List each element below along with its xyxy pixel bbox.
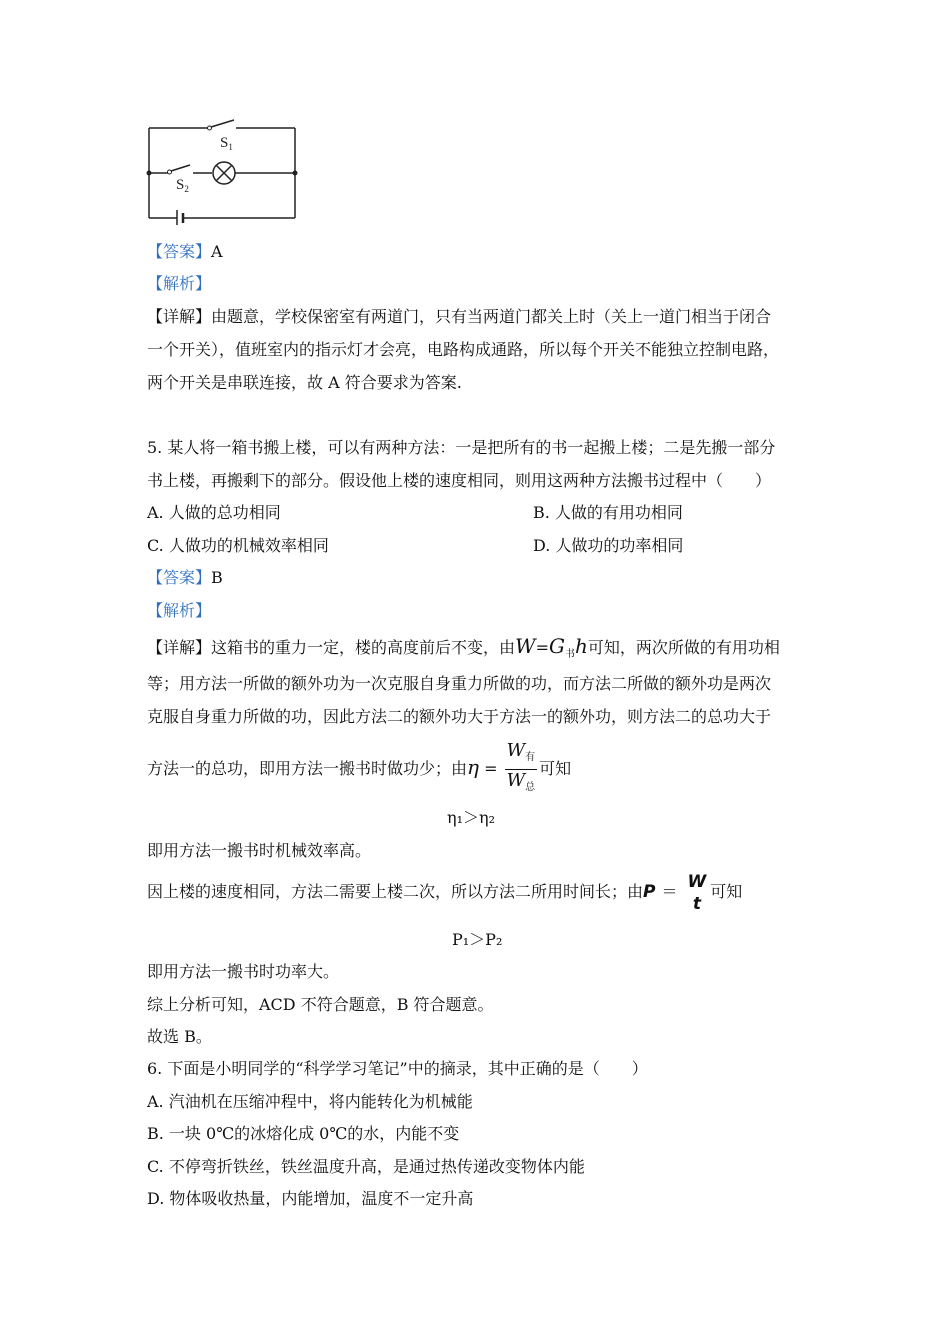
q6-option-a: A. 汽油机在压缩冲程中，将内能转化为机械能	[147, 1092, 473, 1111]
switch-s1-blade	[211, 120, 234, 127]
q5-option-c: C. 人做功的机械效率相同	[147, 536, 329, 555]
q6-option-c: C. 不停弯折铁丝，铁丝温度升高，是通过热传递改变物体内能	[147, 1157, 585, 1176]
eta-comparison: η₁＞η₂	[447, 808, 496, 827]
q5-stem-line-2: 书上楼，再搬剩下的部分。假设他上楼的速度相同，则用这两种方法搬书过程中（ ）	[147, 471, 772, 490]
q4-answer: 【答案】A	[147, 242, 223, 261]
s1-label: $S_1$	[220, 135, 233, 152]
q5-summary: 综上分析可知，ACD 不符合题意，B 符合题意。	[147, 995, 494, 1014]
q5-detail-line-4: 方法一的总功，即用方法一搬书时做功少；由η = $\frac{W_有}{W_总}$ 可知	[147, 740, 572, 793]
junction-left	[147, 171, 152, 176]
q5-stem-line-1: 5. 某人将一箱书搬上楼，可以有两种方法：一是把所有的书一起搬上楼；二是先搬一部分	[147, 438, 776, 457]
q5-choose: 故选 B。	[147, 1027, 212, 1046]
q4-detail-line-3: 两个开关是串联连接，故 A 符合要求为答案.	[147, 373, 462, 392]
q6-option-b: B. 一块 0℃的冰熔化成 0℃的水，内能不变	[147, 1124, 460, 1143]
power-comparison: P₁＞P₂	[452, 930, 503, 949]
useful-work-formula: $W=G_书h$	[515, 634, 588, 660]
switch-s2-blade	[171, 165, 190, 171]
q5-detail-line-3: 克服自身重力所做的功，因此方法二的额外功大于方法一的额外功，则方法二的总功大于	[147, 707, 772, 726]
q5-option-d: D. 人做功的功率相同	[533, 536, 684, 555]
q5-analysis-tag: 【解析】	[147, 601, 212, 620]
q5-detail-line-2: 等；用方法一所做的额外功为一次克服自身重力所做的功，而方法二所做的额外功是两次	[147, 674, 772, 693]
q5-option-a: A. 人做的总功相同	[147, 503, 281, 522]
q5-option-b: B. 人做的有用功相同	[533, 503, 683, 522]
power-formula: P ＝ W t	[643, 871, 707, 914]
junction-right	[293, 171, 298, 176]
q4-detail-line-1: 【详解】由题意，学校保密室有两道门，只有当两道门都关上时（关上一道门相当于闭合	[147, 307, 772, 326]
efficiency-conclusion: 即用方法一搬书时机械效率高。	[147, 841, 372, 860]
q6-stem: 6. 下面是小明同学的“科学学习笔记”中的摘录，其中正确的是（ ）	[147, 1059, 648, 1078]
s2-label: $S_2$	[176, 177, 189, 194]
circuit-diagram	[140, 115, 310, 225]
power-conclusion: 即用方法一搬书时功率大。	[147, 962, 340, 981]
q4-analysis-tag: 【解析】	[147, 274, 212, 293]
q5-detail-line-1: 【详解】这箱书的重力一定，楼的高度前后不变，由$W=G_书h$可知，两次所做的有用功相	[147, 634, 780, 660]
power-line: 因上楼的速度相同，方法二需要上楼二次，所以方法二所用时间长；由P ＝ W t 可知	[147, 871, 743, 914]
q6-option-d: D. 物体吸收热量，内能增加，温度不一定升高	[147, 1189, 474, 1208]
efficiency-formula: η = $\frac{W_有}{W_总}$	[467, 740, 536, 793]
q4-detail-line-2: 一个开关），值班室内的指示灯才会亮，电路构成通路，所以每个开关不能独立控制电路，	[147, 340, 780, 359]
q5-answer: 【答案】B	[147, 568, 223, 587]
